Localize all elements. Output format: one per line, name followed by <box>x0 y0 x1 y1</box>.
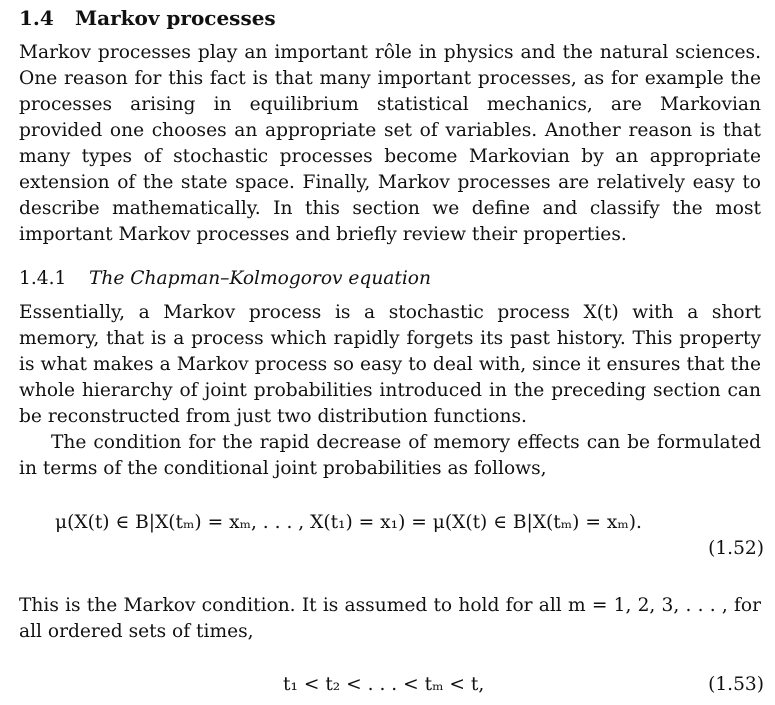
paragraph-intro: Markov processes play an important rôle in physics and the natural sciences. One reason for this fact is that many important processes, as for example the processes arising in equilibrium statistical mechanics, are Markovian provided one chooses an appropriate set of variables. Another reason is that many types of stochastic processes become Markovian by an appropriate extension of the state space. Finally, Markov processes are relatively easy to describe mathematically. In this section we define and classify the most important Markov processes and briefly review their properties. <box>19 42 761 245</box>
equation-1-53-label: (1.53) <box>708 674 764 695</box>
subsection-title: The Chapman–Kolmogorov equation <box>89 268 431 289</box>
paragraph-markov-definition: Essentially, a Markov process is a stochastic process X(t) with a short memory, that is a process which rapidly forgets its past history. This property is what makes a Markov process so easy to deal with, since it ensures that the whole hierarchy of joint probabilities introduced in the preceding section can be reconstructed from just two distribution functions. <box>19 302 761 427</box>
equation-1-52-body: μ(X(t) ∈ B|X(tₘ) = xₘ, . . . , X(t₁) = x₁) = μ(X(t) ∈ B|X(tₘ) = xₘ). <box>55 512 642 533</box>
equation-1-52 <box>19 510 764 562</box>
equation-1-53-body: t₁ < t₂ < . . . < tₘ < t, <box>283 674 485 695</box>
equation-1-52-label: (1.52) <box>708 538 764 559</box>
section-heading <box>19 6 276 30</box>
subsection-number: 1.4.1 <box>19 268 67 289</box>
paragraph-condition: The condition for the rapid decrease of memory effects can be formulated in terms of the conditional joint probabilities as follows, <box>19 432 761 479</box>
section-number: 1.4 <box>19 6 54 30</box>
paragraph-markov-condition: This is the Markov condition. It is assumed to hold for all m = 1, 2, 3, . . . , for all ordered sets of times, <box>19 595 761 642</box>
subsection-heading <box>19 268 431 289</box>
section-title: Markov processes <box>75 6 276 30</box>
equation-1-53 <box>19 672 764 698</box>
